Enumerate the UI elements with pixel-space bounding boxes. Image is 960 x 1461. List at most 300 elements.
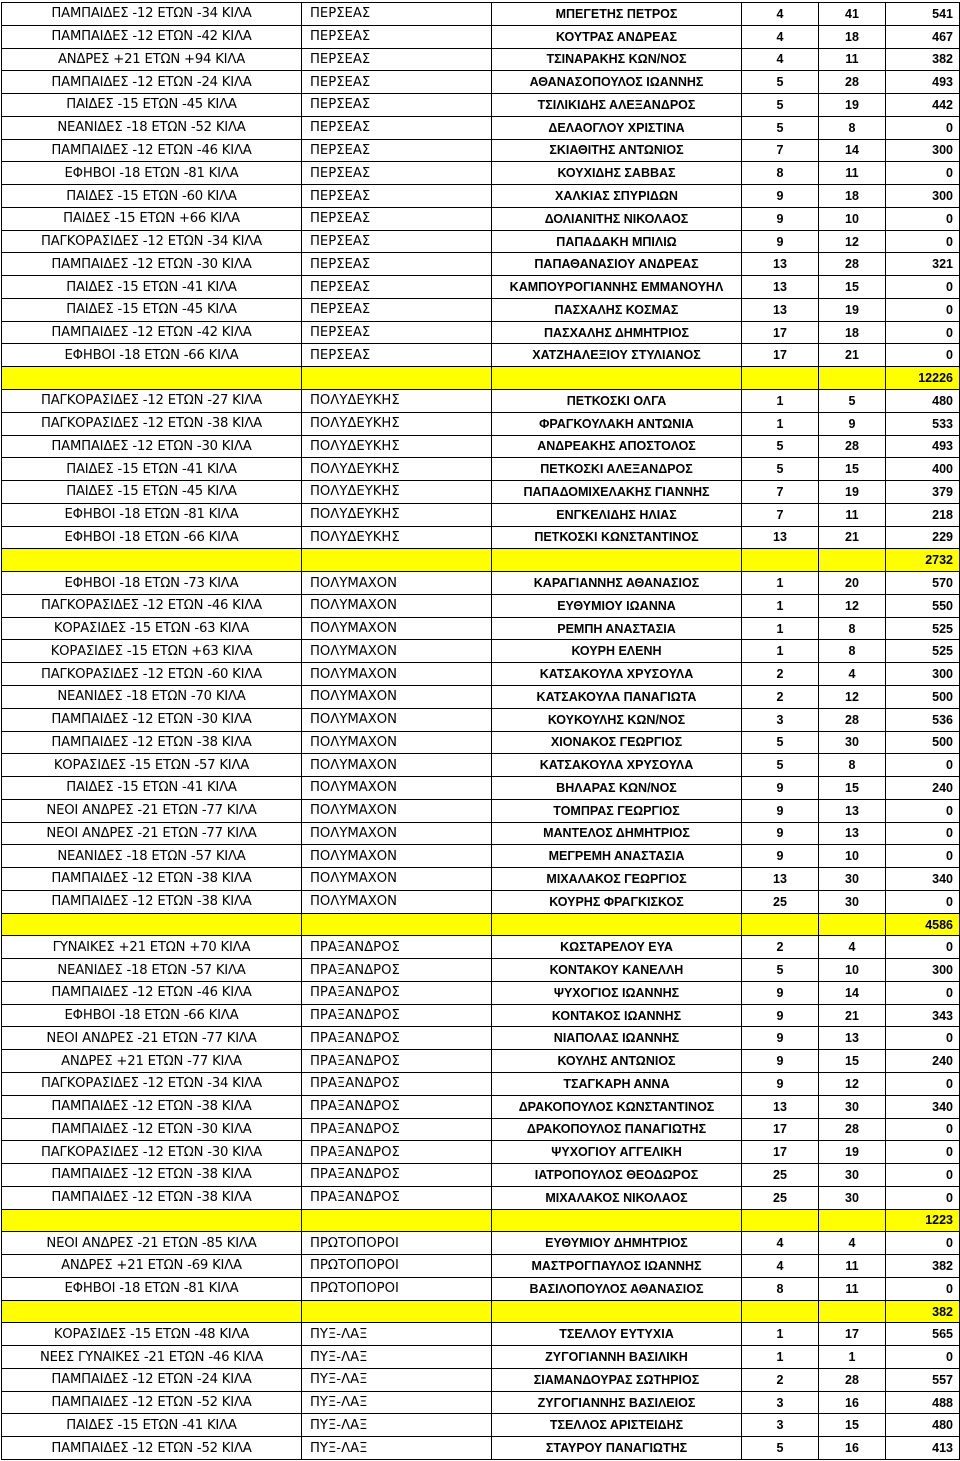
club-cell: ΠΡΑΞΑΝΔΡΟΣ [302, 1141, 492, 1164]
total-row-empty-cell [742, 549, 819, 572]
count-cell: 14 [819, 139, 886, 162]
category-cell: ΠΑΜΠΑΙΔΕΣ -12 ΕΤΩΝ -24 ΚΙΛΑ [2, 1368, 302, 1391]
athlete-name-cell: ΔΡΑΚΟΠΟΥΛΟΣ ΚΩΝΣΤΑΝΤΙΝΟΣ [492, 1095, 742, 1118]
points-cell: 0 [886, 799, 960, 822]
rank-cell: 13 [742, 526, 819, 549]
count-cell: 15 [819, 458, 886, 481]
count-cell: 30 [819, 1186, 886, 1209]
points-cell: 0 [886, 1346, 960, 1369]
table-row [2, 71, 960, 94]
table-row [2, 481, 960, 504]
category-cell: ΠΑΜΠΑΙΔΕΣ -12 ΕΤΩΝ -38 ΚΙΛΑ [2, 1164, 302, 1187]
club-cell: ΠΟΛΥΜΑΧΟΝ [302, 731, 492, 754]
athlete-name-cell: ΚΟΥΡΗ ΕΛΕΝΗ [492, 640, 742, 663]
points-cell: 0 [886, 276, 960, 299]
points-cell: 0 [886, 845, 960, 868]
category-cell: ΠΑΙΔΕΣ -15 ΕΤΩΝ +66 ΚΙΛΑ [2, 207, 302, 230]
category-cell: ΠΑΜΠΑΙΔΕΣ -12 ΕΤΩΝ -38 ΚΙΛΑ [2, 1186, 302, 1209]
athlete-name-cell: ΤΣΙΛΙΚΙΔΗΣ ΑΛΕΞΑΝΔΡΟΣ [492, 94, 742, 117]
category-cell: ΠΑΜΠΑΙΔΕΣ -12 ΕΤΩΝ -42 ΚΙΛΑ [2, 25, 302, 48]
club-cell: ΠΟΛΥΜΑΧΟΝ [302, 617, 492, 640]
category-cell: ΠΑΜΠΑΙΔΕΣ -12 ΕΤΩΝ -38 ΚΙΛΑ [2, 1095, 302, 1118]
count-cell: 16 [819, 1391, 886, 1414]
category-cell: ΠΑΙΔΕΣ -15 ΕΤΩΝ -45 ΚΙΛΑ [2, 481, 302, 504]
club-cell: ΠΕΡΣΕΑΣ [302, 71, 492, 94]
rank-cell: 1 [742, 390, 819, 413]
category-cell: ΕΦΗΒΟΙ -18 ΕΤΩΝ -66 ΚΙΛΑ [2, 526, 302, 549]
points-cell: 541 [886, 3, 960, 26]
rank-cell: 9 [742, 799, 819, 822]
rank-cell: 1 [742, 640, 819, 663]
count-cell: 21 [819, 526, 886, 549]
athlete-name-cell: ΧΑΤΖΗΑΛΕΞΙΟΥ ΣΤΥΛΙΑΝΟΣ [492, 344, 742, 367]
athlete-name-cell: ΚΟΝΤΑΚΟΣ ΙΩΑΝΝΗΣ [492, 1004, 742, 1027]
total-row-empty-cell [819, 367, 886, 390]
rank-cell: 17 [742, 321, 819, 344]
points-cell: 480 [886, 390, 960, 413]
count-cell: 15 [819, 1050, 886, 1073]
points-cell: 536 [886, 708, 960, 731]
athlete-name-cell: ΠΕΤΚΟΣΚΙ ΚΩΝΣΤΑΝΤΙΝΟΣ [492, 526, 742, 549]
points-cell: 0 [886, 298, 960, 321]
club-cell: ΠΕΡΣΕΑΣ [302, 94, 492, 117]
points-cell: 0 [886, 344, 960, 367]
count-cell: 10 [819, 845, 886, 868]
athlete-name-cell: ΠΕΤΚΟΣΚΙ ΟΛΓΑ [492, 390, 742, 413]
total-row-empty-cell [492, 549, 742, 572]
table-row [2, 3, 960, 26]
count-cell: 18 [819, 25, 886, 48]
total-row-empty-cell [302, 913, 492, 936]
table-row [2, 1164, 960, 1187]
rank-cell: 5 [742, 731, 819, 754]
rank-cell: 13 [742, 1095, 819, 1118]
table-row [2, 1437, 960, 1460]
rank-cell: 9 [742, 1004, 819, 1027]
total-row-empty-cell [742, 1209, 819, 1232]
table-row [2, 48, 960, 71]
club-cell: ΠΕΡΣΕΑΣ [302, 321, 492, 344]
club-cell: ΠΡΑΞΑΝΔΡΟΣ [302, 1186, 492, 1209]
rank-cell: 9 [742, 1027, 819, 1050]
club-cell: ΠΡΩΤΟΠΟΡΟΙ [302, 1255, 492, 1278]
points-cell: 550 [886, 594, 960, 617]
club-cell: ΠΟΛΥΔΕΥΚΗΣ [302, 435, 492, 458]
athlete-name-cell: ΨΥΧΟΓΙΟΣ ΙΩΑΝΝΗΣ [492, 981, 742, 1004]
table-row [2, 390, 960, 413]
total-row-empty-cell [819, 1209, 886, 1232]
total-row-empty-cell [819, 913, 886, 936]
athlete-name-cell: ΚΟΥΧΙΔΗΣ ΣΑΒΒΑΣ [492, 162, 742, 185]
rank-cell: 9 [742, 777, 819, 800]
athlete-name-cell: ΕΥΘΥΜΙΟΥ ΔΗΜΗΤΡΙΟΣ [492, 1232, 742, 1255]
category-cell: ΠΑΜΠΑΙΔΕΣ -12 ΕΤΩΝ -30 ΚΙΛΑ [2, 253, 302, 276]
category-cell: ΠΑΙΔΕΣ -15 ΕΤΩΝ -41 ΚΙΛΑ [2, 276, 302, 299]
table-row [2, 116, 960, 139]
athlete-name-cell: ΚΟΥΛΗΣ ΑΝΤΩΝΙΟΣ [492, 1050, 742, 1073]
rank-cell: 7 [742, 503, 819, 526]
rank-cell: 5 [742, 116, 819, 139]
rank-cell: 1 [742, 1323, 819, 1346]
total-row-empty-cell [2, 1300, 302, 1323]
table-row [2, 298, 960, 321]
club-cell: ΠΟΛΥΜΑΧΟΝ [302, 685, 492, 708]
club-cell: ΠΥΞ-ΛΑΞ [302, 1391, 492, 1414]
club-total-points: 4586 [886, 913, 960, 936]
athlete-name-cell: ΔΡΑΚΟΠΟΥΛΟΣ ΠΑΝΑΓΙΩΤΗΣ [492, 1118, 742, 1141]
table-row [2, 139, 960, 162]
count-cell: 1 [819, 1346, 886, 1369]
count-cell: 30 [819, 890, 886, 913]
club-cell: ΠΟΛΥΜΑΧΟΝ [302, 822, 492, 845]
table-row [2, 959, 960, 982]
club-cell: ΠΡΑΞΑΝΔΡΟΣ [302, 981, 492, 1004]
points-cell: 218 [886, 503, 960, 526]
table-row [2, 1118, 960, 1141]
category-cell: ΝΕΟΙ ΑΝΔΡΕΣ -21 ΕΤΩΝ -77 ΚΙΛΑ [2, 799, 302, 822]
athlete-name-cell: ΜΑΣΤΡΟΓΠΑΥΛΟΣ ΙΩΑΝΝΗΣ [492, 1255, 742, 1278]
table-row [2, 777, 960, 800]
count-cell: 18 [819, 185, 886, 208]
table-row [2, 526, 960, 549]
category-cell: ΕΦΗΒΟΙ -18 ΕΤΩΝ -73 ΚΙΛΑ [2, 572, 302, 595]
count-cell: 41 [819, 3, 886, 26]
count-cell: 13 [819, 822, 886, 845]
count-cell: 4 [819, 663, 886, 686]
category-cell: ΕΦΗΒΟΙ -18 ΕΤΩΝ -81 ΚΙΛΑ [2, 1277, 302, 1300]
table-row [2, 594, 960, 617]
category-cell: ΑΝΔΡΕΣ +21 ΕΤΩΝ +94 ΚΙΛΑ [2, 48, 302, 71]
category-cell: ΓΥΝΑΙΚΕΣ +21 ΕΤΩΝ +70 ΚΙΛΑ [2, 936, 302, 959]
points-cell: 533 [886, 412, 960, 435]
club-cell: ΠΕΡΣΕΑΣ [302, 48, 492, 71]
count-cell: 18 [819, 321, 886, 344]
count-cell: 19 [819, 94, 886, 117]
category-cell: ΚΟΡΑΣΙΔΕΣ -15 ΕΤΩΝ -57 ΚΙΛΑ [2, 754, 302, 777]
points-cell: 343 [886, 1004, 960, 1027]
table-row [2, 1050, 960, 1073]
club-cell: ΠΟΛΥΜΑΧΟΝ [302, 845, 492, 868]
count-cell: 30 [819, 1164, 886, 1187]
club-cell: ΠΟΛΥΔΕΥΚΗΣ [302, 390, 492, 413]
club-cell: ΠΕΡΣΕΑΣ [302, 3, 492, 26]
table-row [2, 1141, 960, 1164]
athlete-name-cell: ΔΕΛΑΟΓΛΟΥ ΧΡΙΣΤΙΝΑ [492, 116, 742, 139]
count-cell: 28 [819, 708, 886, 731]
category-cell: ΠΑΜΠΑΙΔΕΣ -12 ΕΤΩΝ -38 ΚΙΛΑ [2, 890, 302, 913]
rank-cell: 9 [742, 1072, 819, 1095]
table-row [2, 1368, 960, 1391]
table-row [2, 845, 960, 868]
points-cell: 500 [886, 731, 960, 754]
athlete-name-cell: ΤΣΕΛΛΟΥ ΕΥΤΥΧΙΑ [492, 1323, 742, 1346]
rank-cell: 5 [742, 458, 819, 481]
category-cell: ΠΑΜΠΑΙΔΕΣ -12 ΕΤΩΝ -52 ΚΙΛΑ [2, 1437, 302, 1460]
table-row [2, 1323, 960, 1346]
results-table [1, 2, 960, 1460]
points-cell: 525 [886, 640, 960, 663]
athlete-name-cell: ΚΟΥΡΗΣ ΦΡΑΓΚΙΣΚΟΣ [492, 890, 742, 913]
rank-cell: 25 [742, 1164, 819, 1187]
club-cell: ΠΟΛΥΜΑΧΟΝ [302, 890, 492, 913]
count-cell: 12 [819, 230, 886, 253]
category-cell: ΠΑΙΔΕΣ -15 ΕΤΩΝ -41 ΚΙΛΑ [2, 777, 302, 800]
club-cell: ΠΕΡΣΕΑΣ [302, 25, 492, 48]
points-cell: 382 [886, 48, 960, 71]
table-row [2, 230, 960, 253]
club-cell: ΠΥΞ-ΛΑΞ [302, 1368, 492, 1391]
club-total-row [2, 1300, 960, 1323]
count-cell: 13 [819, 1027, 886, 1050]
points-cell: 379 [886, 481, 960, 504]
club-cell: ΠΟΛΥΔΕΥΚΗΣ [302, 481, 492, 504]
count-cell: 30 [819, 731, 886, 754]
rank-cell: 7 [742, 139, 819, 162]
club-total-row [2, 913, 960, 936]
club-cell: ΠΟΛΥΔΕΥΚΗΣ [302, 503, 492, 526]
points-cell: 340 [886, 1095, 960, 1118]
category-cell: ΝΕΑΝΙΔΕΣ -18 ΕΤΩΝ -70 ΚΙΛΑ [2, 685, 302, 708]
athlete-name-cell: ΚΑΜΠΟΥΡΟΓΙΑΝΝΗΣ ΕΜΜΑΝΟΥΗΛ [492, 276, 742, 299]
club-cell: ΠΟΛΥΜΑΧΟΝ [302, 663, 492, 686]
rank-cell: 5 [742, 94, 819, 117]
club-cell: ΠΟΛΥΜΑΧΟΝ [302, 640, 492, 663]
athlete-name-cell: ΑΘΑΝΑΣΟΠΟΥΛΟΣ ΙΩΑΝΝΗΣ [492, 71, 742, 94]
count-cell: 14 [819, 981, 886, 1004]
category-cell: ΠΑΜΠΑΙΔΕΣ -12 ΕΤΩΝ -42 ΚΙΛΑ [2, 321, 302, 344]
club-cell: ΠΥΞ-ΛΑΞ [302, 1437, 492, 1460]
rank-cell: 4 [742, 3, 819, 26]
club-total-points: 382 [886, 1300, 960, 1323]
club-cell: ΠΡΑΞΑΝΔΡΟΣ [302, 1027, 492, 1050]
table-row [2, 640, 960, 663]
count-cell: 21 [819, 1004, 886, 1027]
club-cell: ΠΟΛΥΜΑΧΟΝ [302, 572, 492, 595]
category-cell: ΠΑΜΠΑΙΔΕΣ -12 ΕΤΩΝ -30 ΚΙΛΑ [2, 708, 302, 731]
club-cell: ΠΟΛΥΜΑΧΟΝ [302, 799, 492, 822]
points-cell: 467 [886, 25, 960, 48]
athlete-name-cell: ΚΟΝΤΑΚΟΥ ΚΑΝΕΛΛΗ [492, 959, 742, 982]
total-row-empty-cell [742, 913, 819, 936]
table-row [2, 412, 960, 435]
athlete-name-cell: ΜΠΕΓΕΤΗΣ ΠΕΤΡΟΣ [492, 3, 742, 26]
total-row-empty-cell [492, 1209, 742, 1232]
club-total-row [2, 1209, 960, 1232]
category-cell: ΠΑΙΔΕΣ -15 ΕΤΩΝ -45 ΚΙΛΑ [2, 298, 302, 321]
athlete-name-cell: ΤΣΕΛΛΟΣ ΑΡΙΣΤΕΙΔΗΣ [492, 1414, 742, 1437]
total-row-empty-cell [492, 913, 742, 936]
points-cell: 0 [886, 321, 960, 344]
total-row-empty-cell [2, 367, 302, 390]
athlete-name-cell: ΡΕΜΠΗ ΑΝΑΣΤΑΣΙΑ [492, 617, 742, 640]
count-cell: 19 [819, 481, 886, 504]
category-cell: ΕΦΗΒΟΙ -18 ΕΤΩΝ -66 ΚΙΛΑ [2, 344, 302, 367]
count-cell: 15 [819, 276, 886, 299]
points-cell: 340 [886, 868, 960, 891]
rank-cell: 17 [742, 344, 819, 367]
points-cell: 240 [886, 1050, 960, 1073]
total-row-empty-cell [742, 367, 819, 390]
points-cell: 500 [886, 685, 960, 708]
category-cell: ΚΟΡΑΣΙΔΕΣ -15 ΕΤΩΝ -63 ΚΙΛΑ [2, 617, 302, 640]
athlete-name-cell: ΕΥΘΥΜΙΟΥ ΙΩΑΝΝΑ [492, 594, 742, 617]
athlete-name-cell: ΙΑΤΡΟΠΟΥΛΟΣ ΘΕΟΔΩΡΟΣ [492, 1164, 742, 1187]
table-row [2, 253, 960, 276]
athlete-name-cell: ΜΙΧΑΛΑΚΟΣ ΝΙΚΟΛΑΟΣ [492, 1186, 742, 1209]
rank-cell: 9 [742, 822, 819, 845]
category-cell: ΠΑΙΔΕΣ -15 ΕΤΩΝ -45 ΚΙΛΑ [2, 94, 302, 117]
club-cell: ΠΕΡΣΕΑΣ [302, 230, 492, 253]
athlete-name-cell: ΨΥΧΟΓΙΟΥ ΑΓΓΕΛΙΚΗ [492, 1141, 742, 1164]
rank-cell: 3 [742, 708, 819, 731]
category-cell: ΠΑΜΠΑΙΔΕΣ -12 ΕΤΩΝ -52 ΚΙΛΑ [2, 1391, 302, 1414]
rank-cell: 9 [742, 981, 819, 1004]
results-table-body [2, 3, 960, 1460]
points-cell: 300 [886, 139, 960, 162]
athlete-name-cell: ΣΚΙΑΘΙΤΗΣ ΑΝΤΩΝΙΟΣ [492, 139, 742, 162]
table-row [2, 799, 960, 822]
club-total-points: 12226 [886, 367, 960, 390]
club-cell: ΠΕΡΣΕΑΣ [302, 207, 492, 230]
rank-cell: 1 [742, 1346, 819, 1369]
count-cell: 15 [819, 1414, 886, 1437]
count-cell: 4 [819, 936, 886, 959]
table-row [2, 1255, 960, 1278]
club-cell: ΠΥΞ-ΛΑΞ [302, 1323, 492, 1346]
rank-cell: 17 [742, 1118, 819, 1141]
category-cell: ΑΝΔΡΕΣ +21 ΕΤΩΝ -69 ΚΙΛΑ [2, 1255, 302, 1278]
rank-cell: 3 [742, 1391, 819, 1414]
club-cell: ΠΡΩΤΟΠΟΡΟΙ [302, 1232, 492, 1255]
category-cell: ΠΑΜΠΑΙΔΕΣ -12 ΕΤΩΝ -30 ΚΙΛΑ [2, 1118, 302, 1141]
count-cell: 17 [819, 1323, 886, 1346]
count-cell: 12 [819, 685, 886, 708]
athlete-name-cell: ΚΑΤΣΑΚΟΥΛΑ ΠΑΝΑΓΙΩΤΑ [492, 685, 742, 708]
points-cell: 493 [886, 435, 960, 458]
table-row [2, 868, 960, 891]
rank-cell: 1 [742, 412, 819, 435]
count-cell: 28 [819, 1368, 886, 1391]
athlete-name-cell: ΕΝΓΚΕΛΙΔΗΣ ΗΛΙΑΣ [492, 503, 742, 526]
total-row-empty-cell [819, 1300, 886, 1323]
points-cell: 493 [886, 71, 960, 94]
table-row [2, 617, 960, 640]
category-cell: ΝΕΑΝΙΔΕΣ -18 ΕΤΩΝ -52 ΚΙΛΑ [2, 116, 302, 139]
category-cell: ΠΑΜΠΑΙΔΕΣ -12 ΕΤΩΝ -46 ΚΙΛΑ [2, 981, 302, 1004]
rank-cell: 13 [742, 868, 819, 891]
count-cell: 4 [819, 1232, 886, 1255]
table-row [2, 1277, 960, 1300]
athlete-name-cell: ΧΑΛΚΙΑΣ ΣΠΥΡΙΔΩΝ [492, 185, 742, 208]
points-cell: 565 [886, 1323, 960, 1346]
athlete-name-cell: ΝΙΑΠΟΛΑΣ ΙΩΑΝΝΗΣ [492, 1027, 742, 1050]
club-cell: ΠΡΑΞΑΝΔΡΟΣ [302, 959, 492, 982]
category-cell: ΠΑΓΚΟΡΑΣΙΔΕΣ -12 ΕΤΩΝ -30 ΚΙΛΑ [2, 1141, 302, 1164]
table-row [2, 890, 960, 913]
count-cell: 10 [819, 959, 886, 982]
category-cell: ΠΑΙΔΕΣ -15 ΕΤΩΝ -41 ΚΙΛΑ [2, 1414, 302, 1437]
category-cell: ΠΑΜΠΑΙΔΕΣ -12 ΕΤΩΝ -30 ΚΙΛΑ [2, 435, 302, 458]
points-cell: 0 [886, 207, 960, 230]
points-cell: 229 [886, 526, 960, 549]
category-cell: ΕΦΗΒΟΙ -18 ΕΤΩΝ -66 ΚΙΛΑ [2, 1004, 302, 1027]
rank-cell: 25 [742, 890, 819, 913]
rank-cell: 5 [742, 754, 819, 777]
club-cell: ΠΟΛΥΜΑΧΟΝ [302, 777, 492, 800]
rank-cell: 4 [742, 25, 819, 48]
category-cell: ΠΑΓΚΟΡΑΣΙΔΕΣ -12 ΕΤΩΝ -60 ΚΙΛΑ [2, 663, 302, 686]
table-row [2, 685, 960, 708]
club-cell: ΠΕΡΣΕΑΣ [302, 298, 492, 321]
club-cell: ΠΕΡΣΕΑΣ [302, 116, 492, 139]
count-cell: 19 [819, 1141, 886, 1164]
category-cell: ΝΕΑΝΙΔΕΣ -18 ΕΤΩΝ -57 ΚΙΛΑ [2, 959, 302, 982]
total-row-empty-cell [742, 1300, 819, 1323]
club-cell: ΠΡΑΞΑΝΔΡΟΣ [302, 936, 492, 959]
count-cell: 21 [819, 344, 886, 367]
count-cell: 11 [819, 503, 886, 526]
club-cell: ΠΕΡΣΕΑΣ [302, 253, 492, 276]
points-cell: 0 [886, 1164, 960, 1187]
rank-cell: 1 [742, 572, 819, 595]
rank-cell: 9 [742, 185, 819, 208]
count-cell: 8 [819, 754, 886, 777]
table-row [2, 458, 960, 481]
category-cell: ΠΑΓΚΟΡΑΣΙΔΕΣ -12 ΕΤΩΝ -46 ΚΙΛΑ [2, 594, 302, 617]
total-row-empty-cell [302, 1209, 492, 1232]
category-cell: ΕΦΗΒΟΙ -18 ΕΤΩΝ -81 ΚΙΛΑ [2, 162, 302, 185]
total-row-empty-cell [302, 1300, 492, 1323]
athlete-name-cell: ΚΩΣΤΑΡΕΛΟΥ ΕΥΑ [492, 936, 742, 959]
table-row [2, 822, 960, 845]
table-row [2, 321, 960, 344]
athlete-name-cell: ΧΙΟΝΑΚΟΣ ΓΕΩΡΓΙΟΣ [492, 731, 742, 754]
rank-cell: 9 [742, 1050, 819, 1073]
club-cell: ΠΡΑΞΑΝΔΡΟΣ [302, 1072, 492, 1095]
athlete-name-cell: ΠΑΠΑΔΟΜΙΧΕΛΑΚΗΣ ΓΙΑΝΝΗΣ [492, 481, 742, 504]
points-cell: 382 [886, 1255, 960, 1278]
points-cell: 0 [886, 1232, 960, 1255]
club-cell: ΠΡΑΞΑΝΔΡΟΣ [302, 1004, 492, 1027]
table-row [2, 754, 960, 777]
athlete-name-cell: ΠΑΣΧΑΛΗΣ ΚΟΣΜΑΣ [492, 298, 742, 321]
category-cell: ΚΟΡΑΣΙΔΕΣ -15 ΕΤΩΝ +63 ΚΙΛΑ [2, 640, 302, 663]
category-cell: ΚΟΡΑΣΙΔΕΣ -15 ΕΤΩΝ -48 ΚΙΛΑ [2, 1323, 302, 1346]
category-cell: ΠΑΜΠΑΙΔΕΣ -12 ΕΤΩΝ -46 ΚΙΛΑ [2, 139, 302, 162]
rank-cell: 25 [742, 1186, 819, 1209]
count-cell: 8 [819, 640, 886, 663]
category-cell: ΠΑΜΠΑΙΔΕΣ -12 ΕΤΩΝ -34 ΚΙΛΑ [2, 3, 302, 26]
count-cell: 10 [819, 207, 886, 230]
points-cell: 0 [886, 1072, 960, 1095]
total-row-empty-cell [819, 549, 886, 572]
points-cell: 300 [886, 663, 960, 686]
rank-cell: 2 [742, 936, 819, 959]
points-cell: 442 [886, 94, 960, 117]
club-cell: ΠΡΑΞΑΝΔΡΟΣ [302, 1050, 492, 1073]
count-cell: 11 [819, 1255, 886, 1278]
count-cell: 28 [819, 435, 886, 458]
table-row [2, 1186, 960, 1209]
rank-cell: 4 [742, 48, 819, 71]
count-cell: 11 [819, 1277, 886, 1300]
table-row [2, 663, 960, 686]
rank-cell: 4 [742, 1232, 819, 1255]
points-cell: 488 [886, 1391, 960, 1414]
table-row [2, 1414, 960, 1437]
count-cell: 9 [819, 412, 886, 435]
points-cell: 0 [886, 1186, 960, 1209]
